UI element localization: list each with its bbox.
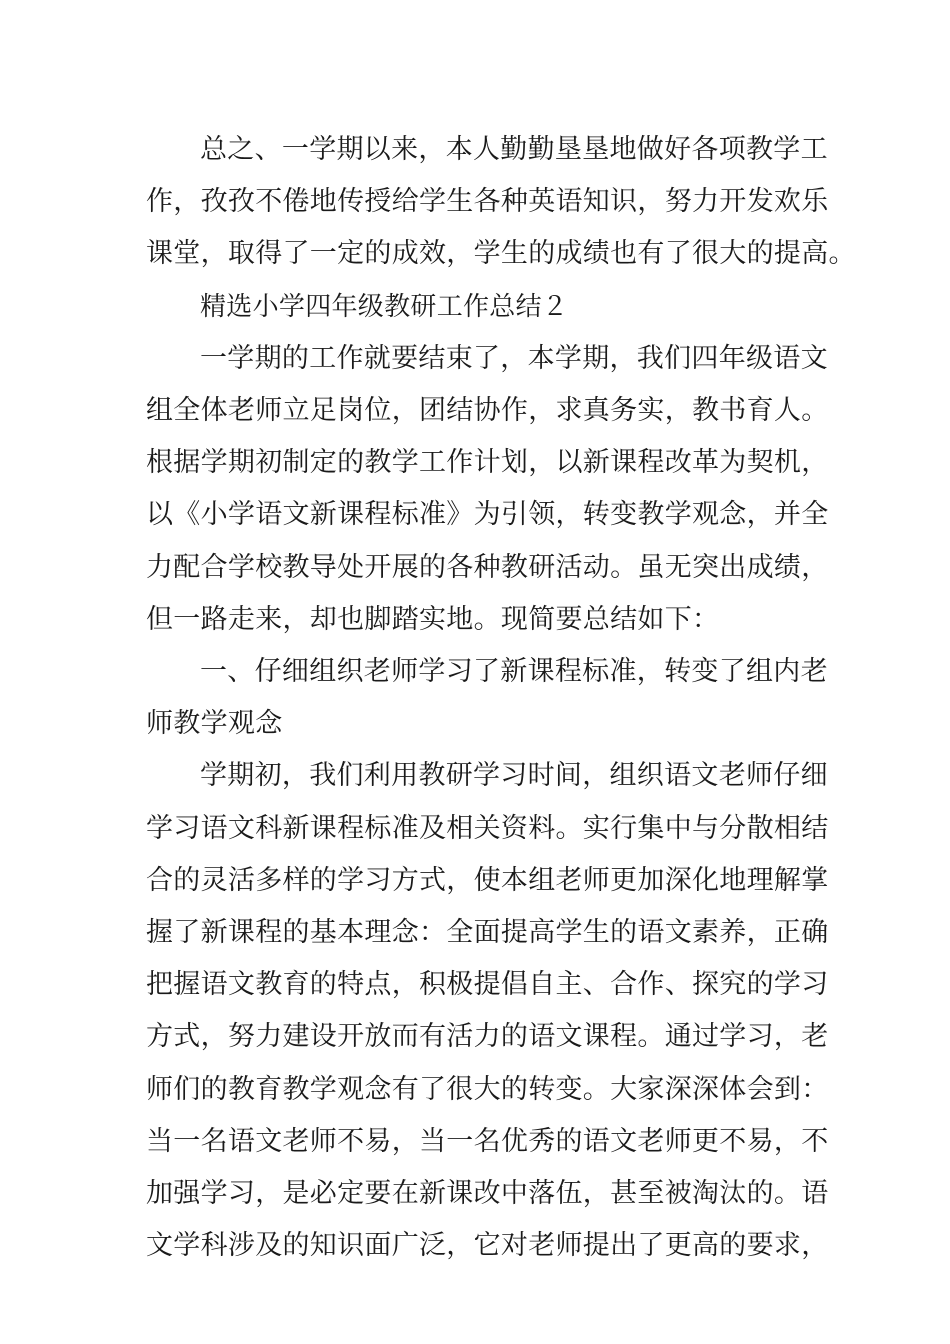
paragraph-point-one-body xyxy=(146,750,829,1272)
text-line: 当一名语文老师不易，当一名优秀的语文老师更不易，不 xyxy=(146,1125,829,1157)
text-line: 一、仔细组织老师学习了新课程标准，转变了组内老 xyxy=(200,656,828,688)
text-line: 但一路走来，却也脚踏实地。现简要总结如下： xyxy=(146,603,720,635)
text-line: 合的灵活多样的学习方式，使本组老师更加深化地理解掌 xyxy=(146,864,829,896)
text-line: 一学期的工作就要结束了，本学期，我们四年级语文 xyxy=(200,342,828,374)
paragraph-intro xyxy=(146,333,829,646)
text-line: 师教学观念 xyxy=(146,708,283,740)
paragraph-summary-conclusion xyxy=(146,124,856,281)
text-line: 师们的教育教学观念有了很大的转变。大家深深体会到： xyxy=(146,1073,829,1105)
text-line: 学习语文科新课程标准及相关资料。实行集中与分散相结 xyxy=(146,812,829,844)
text-line: 根据学期初制定的教学工作计划，以新课程改革为契机， xyxy=(146,447,829,479)
section-title xyxy=(146,281,808,333)
document-page xyxy=(146,124,856,1272)
text-line: 握了新课程的基本理念：全面提高学生的语文素养，正确 xyxy=(146,917,829,949)
text-line: 学期初，我们利用教研学习时间，组织语文老师仔细 xyxy=(200,760,828,792)
text-line: 组全体老师立足岗位，团结协作，求真务实，教书育人。 xyxy=(146,395,829,427)
text-line: 作，孜孜不倦地传授给学生各种英语知识，努力开发欢乐 xyxy=(146,186,829,218)
text-line: 文学科涉及的知识面广泛，它对老师提出了更高的要求， xyxy=(146,1230,829,1262)
text-line: 力配合学校教导处开展的各种教研活动。虽无突出成绩， xyxy=(146,551,829,583)
text-line: 总之、一学期以来，本人勤勤垦垦地做好各项教学工 xyxy=(200,134,828,165)
point-one-title xyxy=(146,646,828,750)
text-line: 课堂，取得了一定的成效，学生的成绩也有了很大的提高。 xyxy=(146,238,856,270)
text-line: 以《小学语文新课程标准》为引领，转变教学观念，并全 xyxy=(146,499,829,531)
text-line: 加强学习，是必定要在新课改中落伍，甚至被淘汰的。语 xyxy=(146,1178,829,1210)
section-title-text: 精选小学四年级教研工作总结２ xyxy=(200,291,569,322)
text-line: 方式，努力建设开放而有活力的语文课程。通过学习，老 xyxy=(146,1021,829,1053)
text-line: 把握语文教育的特点，积极提倡自主、合作、探究的学习 xyxy=(146,969,829,1001)
